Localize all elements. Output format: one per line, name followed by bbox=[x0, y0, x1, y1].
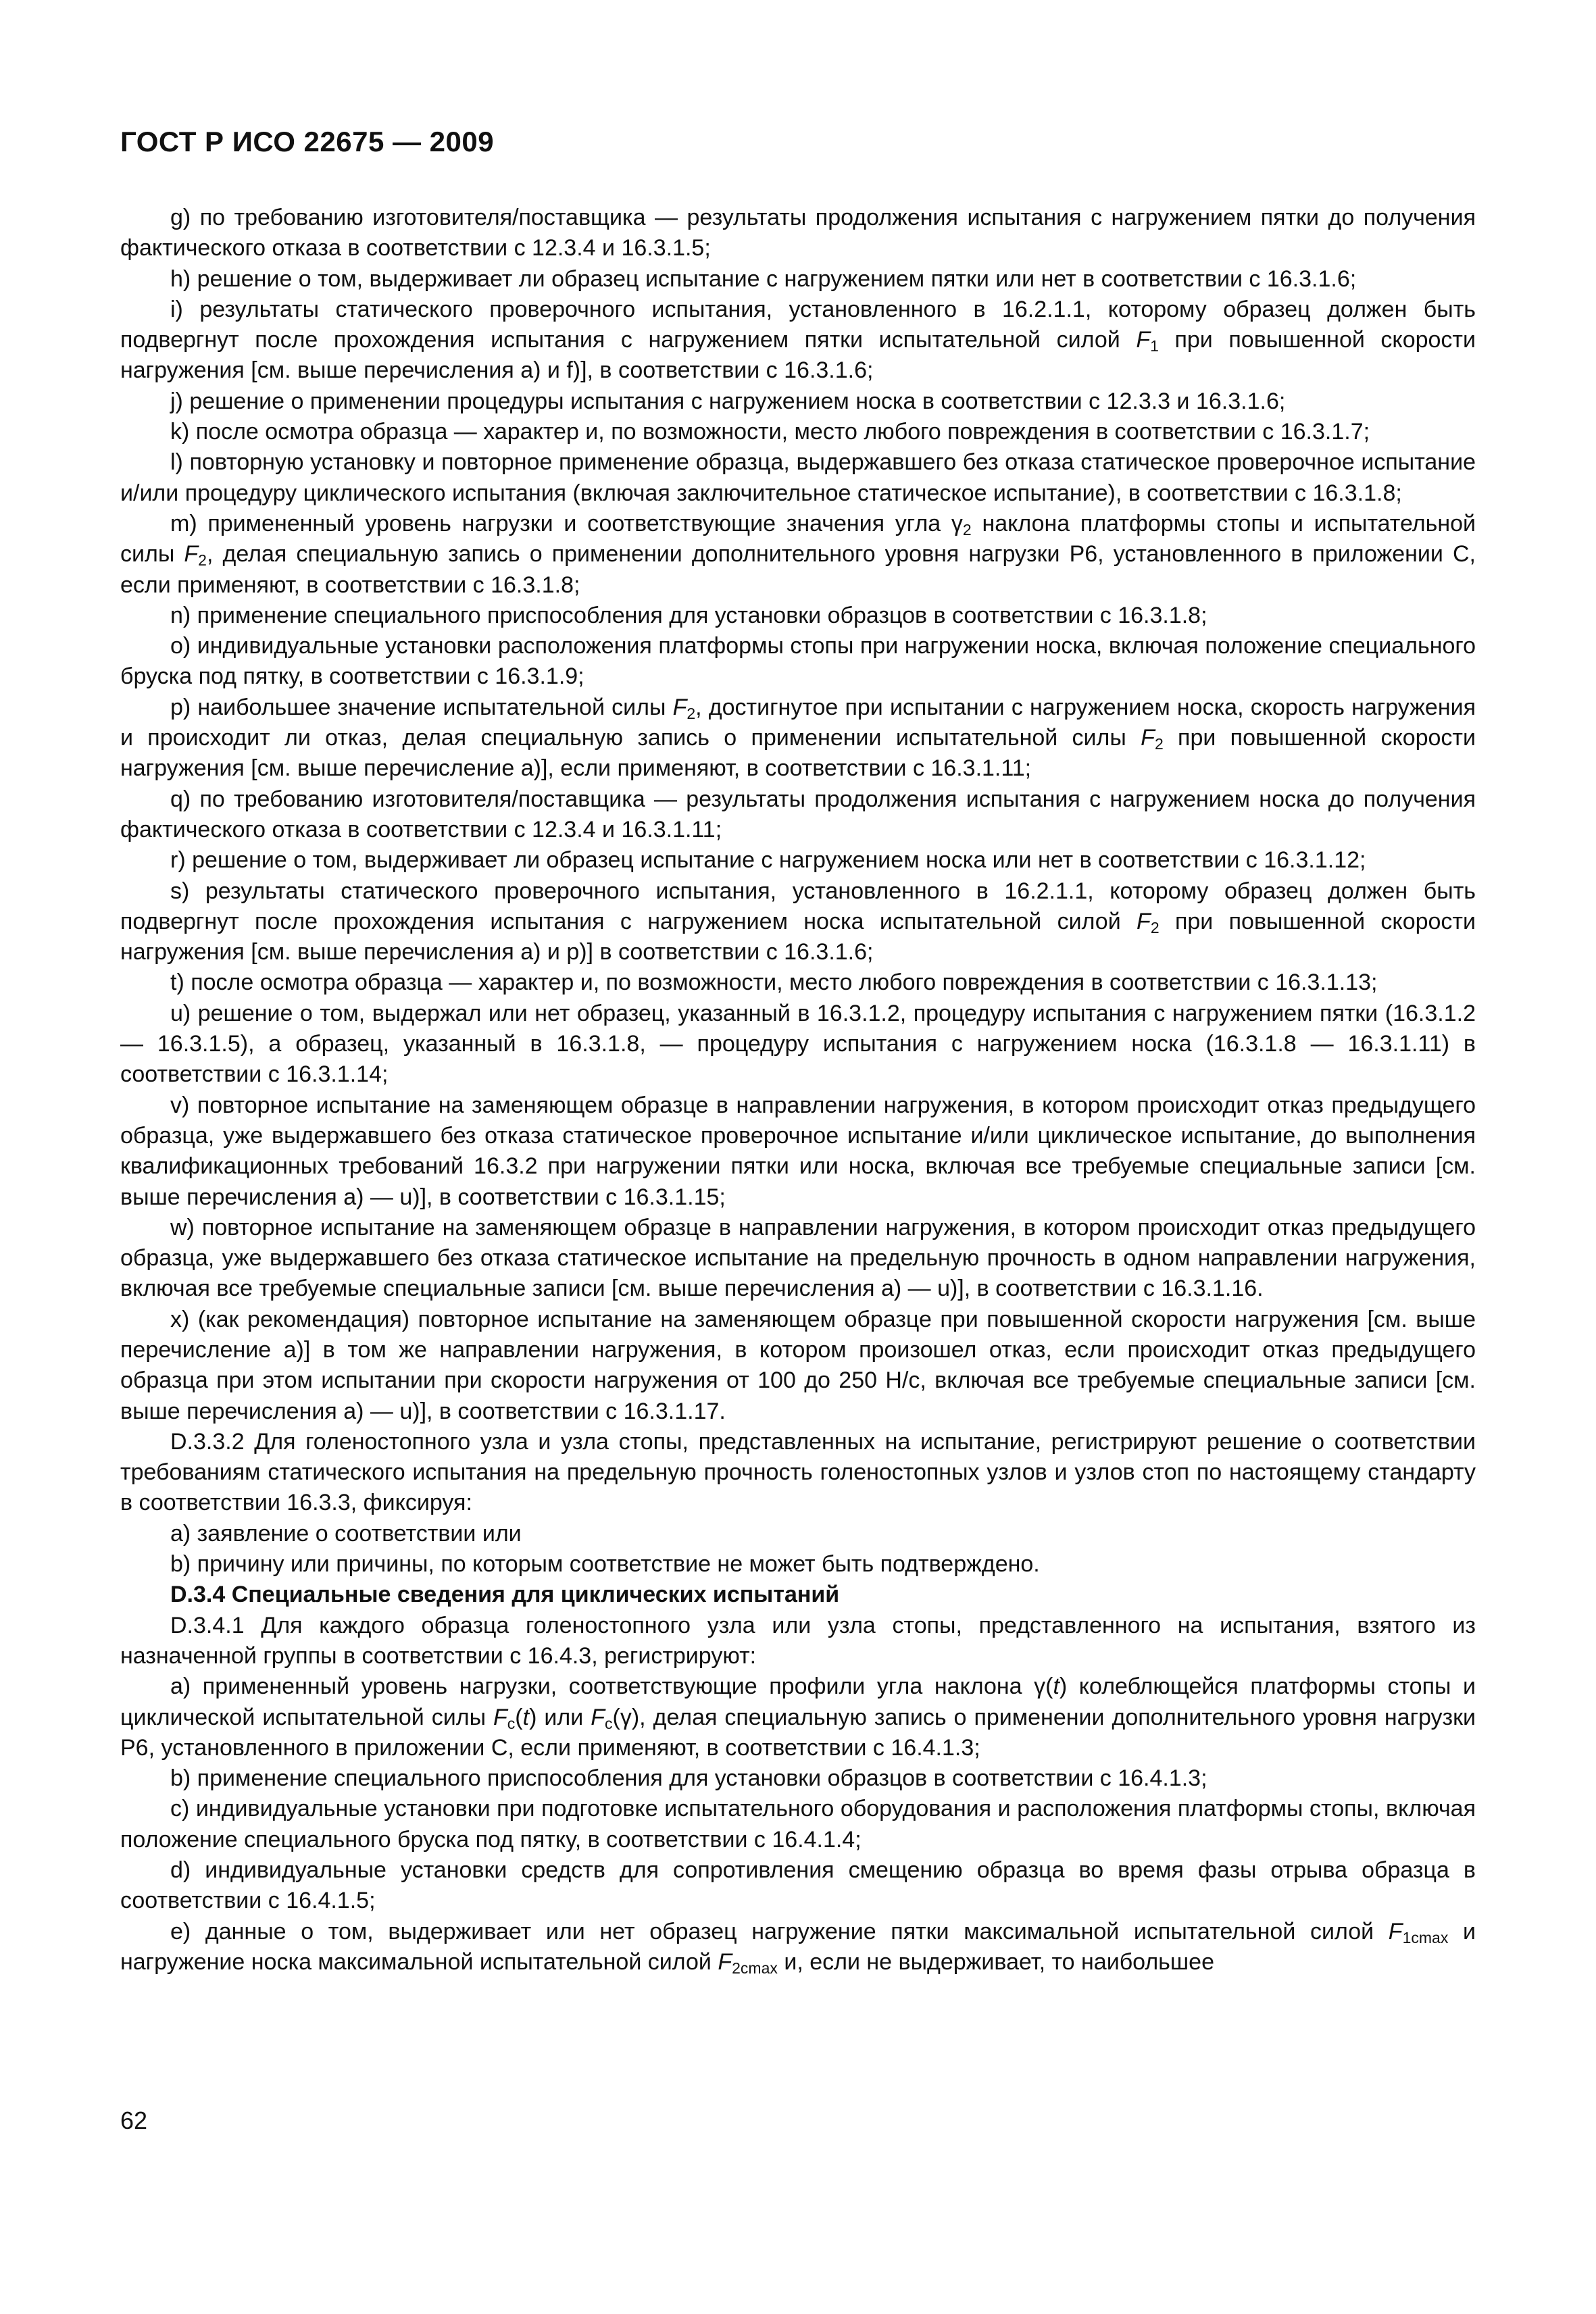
item-i: i) результаты статического проверочного испытания, установленного в 16.2.1.1, которому образец должен быть подвергнут после прохождения испытания с нагружением пятки испытательной силой $F_1$ при повышенной скорости нагружения [см. выше перечисления a) и f)], в соответствии с 16.3.1.6; bbox=[120, 296, 1476, 384]
clause-d-3-4-1-item-b: b) применение специального приспособления для установки образцов в соответствии с 16.4.1.3; bbox=[170, 1765, 1207, 1792]
item-p: p) наибольшее значение испытательной силы $F_2$, достигнутое при испытании с нагружением носка, скорость нагружения и происходит ли отказ, делая специальную запись о применении испытательной силы $F_2$ при повышенной скорости нагружения [см. выше перечисление a)], если применяют, в соответствии с 16.3.1.11; bbox=[120, 694, 1476, 782]
page-number: 62 bbox=[120, 2107, 148, 2134]
document-body bbox=[120, 203, 1476, 1978]
item-h: h) решение о том, выдерживает ли образец испытание с нагружением пятки или нет в соответствии с 16.3.1.6; bbox=[170, 266, 1357, 292]
item-l: l) повторную установку и повторное применение образца, выдержавшего без отказа статическое проверочное испытание и/или процедуру циклического испытания (включая заключительное статическое испытание), в соответствии с 16.3.1.8; bbox=[120, 449, 1476, 506]
clause-d-3-3-2-item-b: b) причину или причины, по которым соответствие не может быть подтверждено. bbox=[170, 1551, 1040, 1578]
item-v: v) повторное испытание на заменяющем образце в направлении нагружения, в котором происходит отказ предыдущего образца, уже выдержавшего без отказа статическое проверочное испытание и/или циклическое испытание, до выполнения квалификационных требований 16.3.2 при нагружении пятки или носка, включая все требуемые специальные записи [см. выше перечисления a) — u)], в соответствии с 16.3.1.15; bbox=[120, 1092, 1476, 1210]
item-w: w) повторное испытание на заменяющем образце в направлении нагружения, в котором происходит отказ предыдущего образца, уже выдержавшего без отказа статическое испытание на предельную прочность в одном направлении нагружения, включая все требуемые специальные записи [см. выше перечисления a) — u)], в соответствии с 16.3.1.16. bbox=[120, 1214, 1476, 1302]
item-k: k) после осмотра образца — характер и, по возможности, место любого повреждения в соответствии с 16.3.1.7; bbox=[170, 419, 1370, 445]
document-header: ГОСТ Р ИСО 22675 — 2009 bbox=[120, 126, 495, 157]
item-s: s) результаты статического проверочного испытания, установленного в 16.2.1.1, которому образец должен быть подвергнут после прохождения испытания с нагружением носка испытательной силой $F_2$ при повышенной скорости нагружения [см. выше перечисления a) и p)] в соответствии с 16.3.1.6; bbox=[120, 878, 1476, 965]
item-u: u) решение о том, выдержал или нет образец, указанный в 16.3.1.2, процедуру испытания с нагружением пятки (16.3.1.2 — 16.3.1.5), а образец, указанный в 16.3.1.8, — процедуру испытания с нагружением носка (16.3.1.8 — 16.3.1.11) в соответствии с 16.3.1.14; bbox=[120, 1000, 1476, 1088]
clause-d-3-4-1-item-e: e) данные о том, выдерживает или нет образец нагружение пятки максимальной испытательной силой $F_{1cmax}$ и нагружение носка максимальной испытательной силой $F_{2cmax}$ и, если не выдерживает, то наибольшее bbox=[120, 1918, 1476, 1977]
clause-d-3-4-1-item-a: a) примененный уровень нагрузки, соответствующие профили угла наклона γ(t) колеблющейся платформы стопы и циклической испытательной силы $F_c(t)$ или $F_c(\gamma)$, делая специальную запись о применении дополнительного уровня нагрузки Р6, установленного в приложении С, если применяют, в соответствии с 16.4.1.3; bbox=[120, 1674, 1476, 1761]
clause-d-3-3-2: D.3.3.2 Для голеностопного узла и узла стопы, представленных на испытание, регистрируют решение о соответствии требованиям статического испытания на предельную прочность голеностопных узлов и узлов стоп по настоящему стандарту в соответствии 16.3.3, фиксируя: bbox=[120, 1428, 1476, 1516]
section-heading-d-3-4: D.3.4 Специальные сведения для циклических испытаний bbox=[170, 1582, 840, 1608]
clause-d-3-4-1: D.3.4.1 Для каждого образца голеностопного узла или узла стопы, представленного на испытания, взятого из назначенной группы в соответствии с 16.4.3, регистрируют: bbox=[120, 1612, 1476, 1669]
item-n: n) применение специального приспособления для установки образцов в соответствии с 16.3.1.8; bbox=[170, 602, 1207, 628]
item-j: j) решение о применении процедуры испытания с нагружением носка в соответствии с 12.3.3 и 16.3.1.6; bbox=[170, 388, 1286, 414]
item-o: o) индивидуальные установки расположения платформы стопы при нагружении носка, включая положение специального бруска под пятку, в соответствии с 16.3.1.9; bbox=[120, 633, 1476, 690]
item-r: r) решение о том, выдерживает ли образец испытание с нагружением носка или нет в соответствии с 16.3.1.12; bbox=[170, 847, 1366, 874]
item-x: x) (как рекомендация) повторное испытание на заменяющем образце при повышенной скорости нагружения [см. выше перечисление a)] в том же направлении нагружения, в котором произошел отказ, если происходит отказ предыдущего образца при этом испытании при скорости нагружения от 100 до 250 Н/с, включая все требуемые специальные записи [см. выше перечисления a) — u)], в соответствии с 16.3.1.17. bbox=[120, 1306, 1476, 1424]
item-g: g) по требованию изготовителя/поставщика — результаты продолжения испытания с нагружением пятки до получения фактического отказа в соответствии с 12.3.4 и 16.3.1.5; bbox=[120, 205, 1476, 261]
item-q: q) по требованию изготовителя/поставщика — результаты продолжения испытания с нагружением носка до получения фактического отказа в соответствии с 12.3.4 и 16.3.1.11; bbox=[120, 786, 1476, 842]
clause-d-3-4-1-item-c: c) индивидуальные установки при подготовке испытательного оборудования и расположения платформы стопы, включая положение специального бруска под пятку, в соответствии с 16.4.1.4; bbox=[120, 1796, 1476, 1853]
clause-d-3-4-1-item-d: d) индивидуальные установки средств для сопротивления смещению образца во время фазы отрыва образца в соответствии с 16.4.1.5; bbox=[120, 1857, 1476, 1914]
clause-d-3-3-2-item-a: a) заявление о соответствии или bbox=[170, 1520, 522, 1546]
item-m: m) примененный уровень нагрузки и соответствующие значения угла $\gamma_2$ наклона платформы стопы и испытательной силы $F_2$, делая специальную запись о применении дополнительного уровня нагрузки Р6, установленного в приложении С, если применяют, в соответствии с 16.3.1.8; bbox=[120, 510, 1476, 598]
item-t: t) после осмотра образца — характер и, по возможности, место любого повреждения в соответствии с 16.3.1.13; bbox=[170, 970, 1378, 996]
